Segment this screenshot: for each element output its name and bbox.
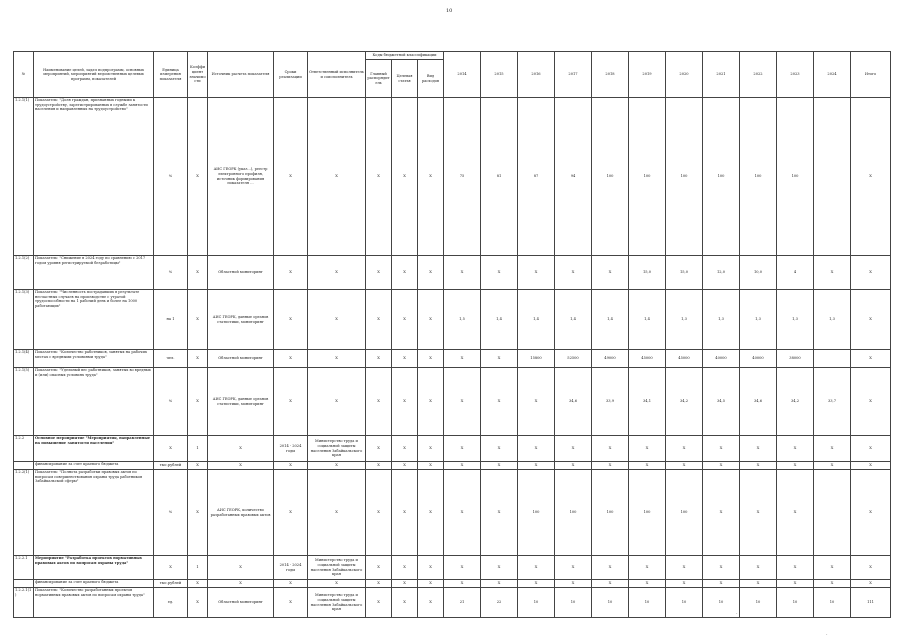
header-year: 2024 (814, 52, 851, 98)
row-name: Показатель: "Удельный вес работников, занятых во вредных и (или) опасных условиях труда" (34, 368, 154, 436)
row-coef: X (188, 290, 208, 350)
header-source: Источник расчета показателя (208, 52, 274, 98)
row-total: X (851, 436, 891, 462)
header-article: Целевая статья (392, 60, 418, 98)
row-year-value: X (740, 580, 777, 588)
header-year: 2020 (666, 52, 703, 98)
row-article: X (392, 350, 418, 368)
row-exp-type: X (418, 556, 444, 580)
row-year-value: X (555, 436, 592, 462)
row-name: Показатель: "Количество работников, занятых на рабочих местах с вредными условиями труда" (34, 350, 154, 368)
row-exp-type: X (418, 580, 444, 588)
table-row (14, 556, 891, 580)
row-year-value: X (666, 556, 703, 580)
row-term: 2014 - 2024 годы (274, 556, 308, 580)
row-year-value: X (481, 470, 518, 556)
row-unit: тыс.рублей (154, 580, 188, 588)
row-num: 1.2.2 (14, 436, 34, 462)
row-total: X (851, 290, 891, 350)
row-year-value: 34,5 (703, 368, 740, 436)
row-unit: % (154, 98, 188, 256)
row-article: X (392, 368, 418, 436)
row-source: АИС ГЕОРК, данные органов статистики, мониторинг (208, 290, 274, 350)
row-year-value: 1,3 (703, 290, 740, 350)
table-row (14, 368, 891, 436)
row-term: X (274, 462, 308, 470)
row-year-value: 10 (629, 588, 666, 618)
row-year-value: 1,4 (592, 290, 629, 350)
row-year-value: 34,2 (777, 368, 814, 436)
table-row (14, 580, 891, 588)
row-year-value: X (703, 470, 740, 556)
row-year-value: X (481, 368, 518, 436)
header-name: Наименование целей, задач подпрограмм, основных мероприятий, мероприятий ведомственных целевых программ, показателей (34, 52, 154, 98)
table-row (14, 350, 891, 368)
row-year-value: 45000 (629, 350, 666, 368)
row-year-value: X (444, 462, 481, 470)
row-exp-type: X (418, 350, 444, 368)
row-num: 1.2.1(3) (14, 290, 34, 350)
row-year-value: X (444, 368, 481, 436)
header-exp-type: Вид расходов (418, 60, 444, 98)
row-source: X (208, 580, 274, 588)
row-exp-type: X (418, 588, 444, 618)
row-year-value: 33,9 (592, 368, 629, 436)
row-exec: X (308, 462, 366, 470)
row-name: финансирование за счет краевого бюджета (34, 462, 154, 470)
row-year-value: X (592, 436, 629, 462)
row-total: X (851, 368, 891, 436)
table-row (14, 290, 891, 350)
row-name: финансирование за счет краевого бюджета (34, 580, 154, 588)
program-indicators-table (13, 51, 891, 618)
row-year-value: 10 (666, 588, 703, 618)
row-year-value: 4 (777, 256, 814, 290)
row-year-value: X (444, 256, 481, 290)
row-total: X (851, 462, 891, 470)
row-year-value: X (814, 256, 851, 290)
row-year-value: X (703, 556, 740, 580)
row-source: АИС ГЕОРК, количество разработанных правовых актов (208, 470, 274, 556)
row-grbs: X (366, 580, 392, 588)
row-year-value: X (592, 462, 629, 470)
row-year-value: X (555, 580, 592, 588)
row-name: Показатель: "Снижение в 2024 году по сравнению с 2017 годом уровня регистрируемой безработицы" (34, 256, 154, 290)
row-total: X (851, 470, 891, 556)
row-article: X (392, 470, 418, 556)
row-year-value: X (518, 556, 555, 580)
row-year-value: 40000 (703, 350, 740, 368)
row-year-value: X (481, 350, 518, 368)
row-year-value: X (666, 580, 703, 588)
row-total: X (851, 350, 891, 368)
row-coef: X (188, 580, 208, 588)
row-coef: X (188, 256, 208, 290)
row-exec: Министерство труда и социальной защиты населения Забайкальского края (308, 588, 366, 618)
row-unit: чел. (154, 350, 188, 368)
row-year-value: X (481, 462, 518, 470)
row-year-value: 100 (555, 470, 592, 556)
row-exp-type: X (418, 368, 444, 436)
header-exec: Ответственный исполнитель и соисполнитель (308, 52, 366, 98)
row-year-value: X (777, 556, 814, 580)
row-source: АИС ГЕОРК, данные органов статистики, мониторинг (208, 368, 274, 436)
row-year-value: 10 (777, 588, 814, 618)
header-coef: Коэффициент значимости (188, 52, 208, 98)
row-unit: ед. (154, 588, 188, 618)
row-year-value: X (518, 436, 555, 462)
row-unit: % (154, 368, 188, 436)
row-name: Показатель: "Доля граждан, признанных годными к трудоустройству, зарегистрированных в службе занятости населения и направленных на трудоустройство" (34, 98, 154, 256)
row-year-value: 34,6 (555, 368, 592, 436)
row-year-value: 1,4 (518, 290, 555, 350)
row-year-value: 1,4 (629, 290, 666, 350)
row-year-value: X (777, 580, 814, 588)
row-year-value: 33,7 (814, 368, 851, 436)
row-coef: X (188, 588, 208, 618)
row-num: 1.2.1(4) (14, 350, 34, 368)
row-coef: 1 (188, 436, 208, 462)
row-exec: X (308, 580, 366, 588)
row-year-value: X (814, 462, 851, 470)
row-exp-type: X (418, 436, 444, 462)
row-total: X (851, 556, 891, 580)
row-exec: X (308, 290, 366, 350)
row-exp-type: X (418, 462, 444, 470)
row-coef: X (188, 368, 208, 436)
table-row (14, 470, 891, 556)
row-term: X (274, 588, 308, 618)
row-year-value: 34,2 (666, 368, 703, 436)
row-year-value (814, 98, 851, 256)
table-row (14, 436, 891, 462)
row-year-value: X (481, 436, 518, 462)
row-exec: X (308, 470, 366, 556)
row-year-value: 1,3 (740, 290, 777, 350)
row-year-value: 10 (703, 588, 740, 618)
row-name: Мероприятие "Разработка проектов нормативных правовых актов по вопросам охраны труда" (34, 556, 154, 580)
row-grbs: X (366, 556, 392, 580)
row-year-value: 100 (629, 470, 666, 556)
row-year-value: 49000 (592, 350, 629, 368)
page-number: 10 (446, 8, 453, 14)
row-exec: X (308, 256, 366, 290)
row-num (14, 462, 34, 470)
row-article: X (392, 462, 418, 470)
row-year-value: X (777, 462, 814, 470)
row-year-value: 1,5 (444, 290, 481, 350)
row-source: Областной мониторинг (208, 350, 274, 368)
row-article: X (392, 98, 418, 256)
table-row (14, 256, 891, 290)
row-year-value: 34,6 (740, 368, 777, 436)
row-year-value: X (814, 580, 851, 588)
row-exec: X (308, 350, 366, 368)
row-year-value: X (444, 436, 481, 462)
row-year-value: X (444, 470, 481, 556)
header-year: 2021 (703, 52, 740, 98)
row-year-value: 10,0 (740, 256, 777, 290)
row-num: 1.2.1(5) (14, 368, 34, 436)
header-term: Сроки реализации (274, 52, 308, 98)
row-year-value: 15,0 (666, 256, 703, 290)
row-year-value: 10 (814, 588, 851, 618)
row-coef: X (188, 350, 208, 368)
row-year-value: X (629, 462, 666, 470)
row-total: X (851, 98, 891, 256)
row-year-value: X (703, 580, 740, 588)
row-unit: X (154, 556, 188, 580)
row-num (14, 580, 34, 588)
row-term: X (274, 256, 308, 290)
row-year-value: 10 (555, 588, 592, 618)
row-num: 1.2.2.1(1) (14, 588, 34, 618)
row-term: X (274, 98, 308, 256)
row-source: X (208, 462, 274, 470)
row-year-value: 15800 (518, 350, 555, 368)
header-year: 2017 (555, 52, 592, 98)
row-year-value: X (481, 580, 518, 588)
row-year-value: X (481, 256, 518, 290)
row-source: X (208, 556, 274, 580)
row-term: X (274, 470, 308, 556)
row-article: X (392, 436, 418, 462)
header-year: 2016 (518, 52, 555, 98)
row-exp-type: X (418, 256, 444, 290)
row-name: Показатель: "Полнота разработки правовых актов по вопросам совершенствования охраны труда работников Забайкальской сферы" (34, 470, 154, 556)
table-row (14, 588, 891, 618)
row-exec: X (308, 368, 366, 436)
scan-mark: · (736, 611, 738, 617)
row-article: X (392, 580, 418, 588)
row-name: Показатель: "Количество разработанных проектов нормативных правовых актов по вопросам охраны труда" (34, 588, 154, 618)
row-year-value (814, 470, 851, 556)
header-budget-codes: Коды бюджетной классификации (366, 52, 444, 60)
row-article: X (392, 256, 418, 290)
row-year-value: 100 (592, 98, 629, 256)
row-year-value: X (666, 462, 703, 470)
row-article: X (392, 588, 418, 618)
row-year-value: 10 (518, 588, 555, 618)
row-year-value: 34,1 (629, 368, 666, 436)
row-year-value (814, 350, 851, 368)
row-year-value: 52500 (555, 350, 592, 368)
row-exp-type: X (418, 470, 444, 556)
row-year-value: X (555, 556, 592, 580)
row-year-value: 100 (777, 98, 814, 256)
row-total: 111 (851, 588, 891, 618)
row-year-value: X (518, 580, 555, 588)
row-year-value: 1,3 (777, 290, 814, 350)
row-year-value: 22 (481, 588, 518, 618)
row-year-value: X (444, 350, 481, 368)
row-term: X (274, 368, 308, 436)
row-year-value: X (740, 470, 777, 556)
row-name: Основное мероприятие "Мероприятия, направленные на повышение занятости населения" (34, 436, 154, 462)
row-year-value: X (518, 256, 555, 290)
row-num: 1.2.2.1 (14, 556, 34, 580)
row-grbs: X (366, 436, 392, 462)
row-year-value: X (777, 470, 814, 556)
row-unit: X (154, 436, 188, 462)
row-year-value: X (592, 580, 629, 588)
row-exp-type: X (418, 98, 444, 256)
row-grbs: X (366, 470, 392, 556)
row-unit: % (154, 470, 188, 556)
row-source: X (208, 436, 274, 462)
row-year-value: 94 (555, 98, 592, 256)
row-year-value: 12,0 (703, 256, 740, 290)
scan-mark: · (826, 632, 828, 638)
header-year: 2019 (629, 52, 666, 98)
row-year-value: X (666, 436, 703, 462)
row-year-value: X (629, 556, 666, 580)
row-source: АИС ГЕОРК (указ...), реестр электронного профиля, источник формирования показателя ... (208, 98, 274, 256)
row-grbs: X (366, 290, 392, 350)
row-year-value: X (592, 256, 629, 290)
row-grbs: X (366, 256, 392, 290)
row-grbs: X (366, 350, 392, 368)
row-exec: X (308, 98, 366, 256)
row-year-value: 1,4 (481, 290, 518, 350)
header-year: 2018 (592, 52, 629, 98)
row-year-value: X (740, 462, 777, 470)
row-year-value: 1,4 (555, 290, 592, 350)
row-grbs: X (366, 368, 392, 436)
row-term: X (274, 290, 308, 350)
row-year-value: X (592, 556, 629, 580)
row-year-value: 100 (629, 98, 666, 256)
row-year-value: 81 (481, 98, 518, 256)
row-article: X (392, 290, 418, 350)
header-grbs: Главный распорядитель (366, 60, 392, 98)
row-year-value: X (814, 436, 851, 462)
row-year-value: 1,3 (814, 290, 851, 350)
row-unit: тыс.рублей (154, 462, 188, 470)
row-year-value: X (444, 556, 481, 580)
row-year-value: 100 (592, 470, 629, 556)
table-body (14, 98, 891, 618)
row-total: X (851, 256, 891, 290)
row-grbs: X (366, 98, 392, 256)
row-year-value: X (703, 436, 740, 462)
row-term: 2014 - 2024 годы (274, 436, 308, 462)
row-coef: X (188, 462, 208, 470)
row-exec: Министерство труда и социальной защиты населения Забайкальского края (308, 556, 366, 580)
row-year-value: 100 (518, 470, 555, 556)
row-year-value: 1,3 (666, 290, 703, 350)
row-num: 1.2.1(1) (14, 98, 34, 256)
row-source: Областной мониторинг (208, 588, 274, 618)
row-year-value: 100 (740, 98, 777, 256)
row-year-value: 100 (666, 470, 703, 556)
row-exec: Министерство труда и социальной защиты населения Забайкальского края (308, 436, 366, 462)
row-coef: 1 (188, 556, 208, 580)
row-year-value: X (814, 556, 851, 580)
row-num: 1.2.2(1) (14, 470, 34, 556)
row-year-value: X (518, 462, 555, 470)
row-name: Показатель: "Численность пострадавших в результате несчастных случаев на производстве с утратой трудоспособности на 1 рабочий день и более на 1000 работающих" (34, 290, 154, 350)
row-year-value: 21 (444, 588, 481, 618)
row-year-value: 87 (518, 98, 555, 256)
row-year-value: 40000 (740, 350, 777, 368)
row-year-value: X (555, 462, 592, 470)
row-year-value: X (740, 436, 777, 462)
row-year-value: X (518, 368, 555, 436)
header-year: 2015 (481, 52, 518, 98)
row-year-value: X (703, 462, 740, 470)
row-year-value: 100 (703, 98, 740, 256)
row-year-value: X (444, 580, 481, 588)
row-coef: X (188, 470, 208, 556)
row-unit: % (154, 256, 188, 290)
row-year-value: X (777, 436, 814, 462)
table-row (14, 462, 891, 470)
header-unit: Единица измерения показателя (154, 52, 188, 98)
row-year-value: X (481, 556, 518, 580)
row-num: 1.2.1(2) (14, 256, 34, 290)
row-total: X (851, 580, 891, 588)
row-year-value: 100 (666, 98, 703, 256)
row-year-value: X (629, 580, 666, 588)
header-year: 2023 (777, 52, 814, 98)
header-num: № (14, 52, 34, 98)
row-year-value: 38000 (777, 350, 814, 368)
row-grbs: X (366, 588, 392, 618)
row-year-value: 10 (592, 588, 629, 618)
row-term: X (274, 350, 308, 368)
table-row (14, 98, 891, 256)
row-year-value: X (555, 256, 592, 290)
row-year-value: 45000 (666, 350, 703, 368)
row-term: X (274, 580, 308, 588)
header-total: Итого (851, 52, 891, 98)
row-coef: X (188, 98, 208, 256)
row-year-value: 75 (444, 98, 481, 256)
row-article: X (392, 556, 418, 580)
row-source: Областной мониторинг (208, 256, 274, 290)
row-year-value: X (629, 436, 666, 462)
row-exp-type: X (418, 290, 444, 350)
row-year-value: 15,0 (629, 256, 666, 290)
header-year: 2022 (740, 52, 777, 98)
row-grbs: X (366, 462, 392, 470)
row-year-value: 10 (740, 588, 777, 618)
row-year-value: X (740, 556, 777, 580)
row-unit: на 1 (154, 290, 188, 350)
header-year: 2014 (444, 52, 481, 98)
